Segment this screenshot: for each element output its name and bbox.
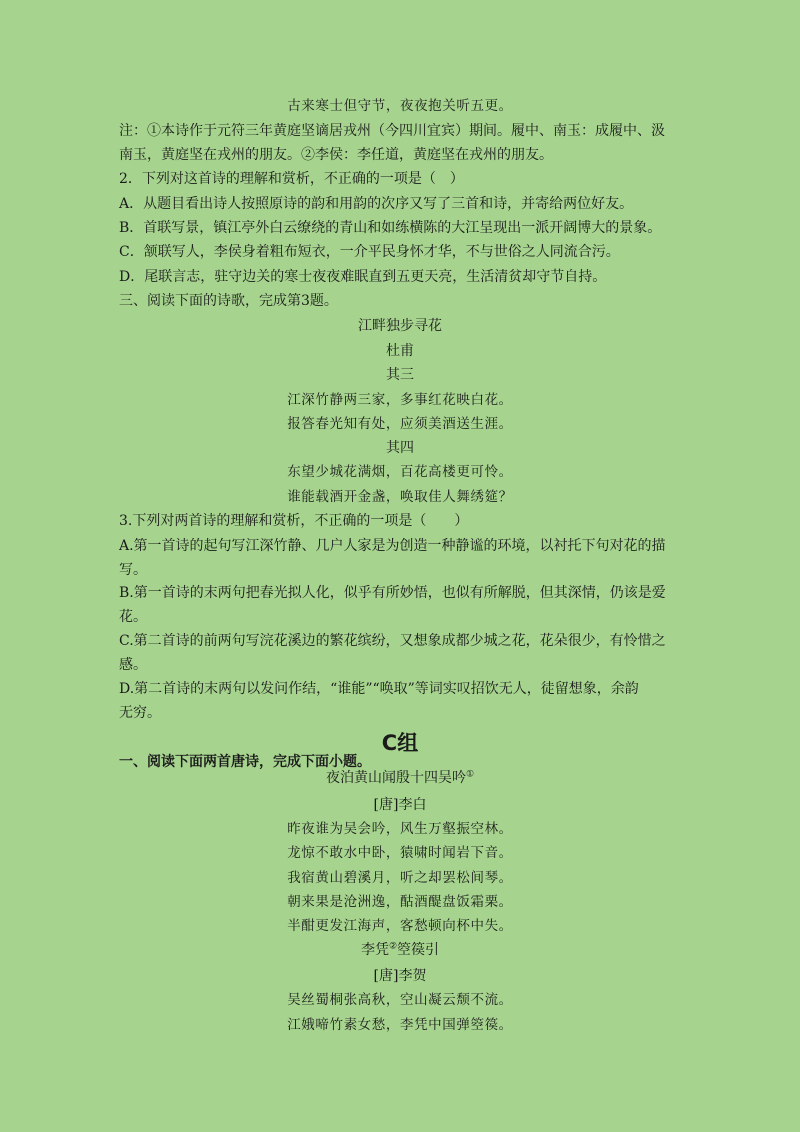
question-3-stem: 3.下列对两首诗的理解和赏析，不正确的一项是（ ） bbox=[119, 513, 469, 529]
question-3-option-a-line-1: A.第一首诗的起句写江深竹静、几户人家是为创造一种静谧的环境，以衬托下句对花的描 bbox=[119, 538, 666, 554]
question-2-option-d: D．尾联言志，驻守边关的寒士夜夜难眠直到五更天亮，生活清贫却守节自持。 bbox=[119, 269, 607, 285]
question-3-option-d-line-2: 无穷。 bbox=[119, 705, 161, 721]
question-2-stem: 2．下列对这首诗的理解和赏析，不正确的一项是（ ） bbox=[119, 171, 464, 187]
group-c-poem-1-line: 半酣更发江海声，客愁顿向杯中失。 bbox=[287, 918, 513, 934]
poem-author: 杜甫 bbox=[386, 343, 414, 359]
group-c-poem-2-author: [唐]李贺 bbox=[373, 968, 427, 984]
poem-subtitle-2: 其四 bbox=[386, 440, 414, 456]
group-c-poem-1-author: [唐]李白 bbox=[373, 797, 427, 813]
note-line-1: 注：①本诗作于元符三年黄庭坚谪居戎州（今四川宜宾）期间。履中、南玉：成履中、汲 bbox=[119, 123, 665, 139]
question-2-option-a: A．从题目看出诗人按照原诗的韵和用韵的次序又写了三首和诗，并寄给两位好友。 bbox=[119, 196, 634, 212]
group-c-poem-1-line: 龙惊不敢水中卧，猿啸时闻岩下音。 bbox=[287, 845, 513, 861]
section-3-instruction: 三、阅读下面的诗歌，完成第3题。 bbox=[119, 293, 338, 309]
question-3-option-d-line-1: D.第二首诗的末两句以发问作结，“谁能”“唤取”等词实叹招饮无人，徒留想象，余韵 bbox=[119, 681, 639, 697]
group-c-poem-2-line: 吴丝蜀桐张高秋，空山凝云颓不流。 bbox=[287, 992, 513, 1008]
group-c-poem-1-line: 朝来果是沧洲逸，酤酒醍盘饭霜栗。 bbox=[287, 894, 513, 910]
group-c-poem-1-line: 我宿黄山碧溪月，听之却罢松间琴。 bbox=[287, 870, 513, 886]
poem-2-title-b: 箜篌引 bbox=[397, 942, 440, 958]
question-3-option-b-line-1: B.第一首诗的末两句把春光拟人化，似乎有所妙悟，也似有所解脱，但其深情，仍该是爱 bbox=[119, 585, 666, 601]
question-2-option-b: B．首联写景，镇江亭外白云缭绕的青山和如练横陈的大江呈现出一派开阔博大的景象。 bbox=[119, 220, 662, 236]
note-line-2: 南玉，黄庭坚在戎州的朋友。②李侯：李任道，黄庭坚在戎州的朋友。 bbox=[119, 147, 553, 163]
footnote-mark-1: ① bbox=[465, 769, 475, 780]
group-c-instruction: 一、阅读下面两首唐诗，完成下面小题。 bbox=[119, 754, 371, 770]
group-c-poem-1-title bbox=[0, 768, 800, 788]
poem-2-line-2: 谁能载酒开金盏，唤取佳人舞绣筵？ bbox=[287, 489, 513, 505]
group-c-poem-2-line: 江娥啼竹素女愁，李凭中国弹箜篌。 bbox=[287, 1017, 513, 1033]
poem-title: 江畔独步寻花 bbox=[358, 318, 442, 334]
poem-2-line-1: 东望少城花满烟，百花高楼更可怜。 bbox=[287, 464, 513, 480]
footnote-mark-2: ② bbox=[388, 941, 398, 952]
question-3-option-a-line-2: 写。 bbox=[119, 562, 147, 578]
poem-1-line-2: 报答春光知有处，应须美酒送生涯。 bbox=[287, 416, 513, 432]
question-3-option-c-line-1: C.第二首诗的前两句写浣花溪边的繁花缤纷，又想象成都少城之花，花朵很少，有怜惜之 bbox=[119, 633, 666, 649]
question-3-option-b-line-2: 花。 bbox=[119, 609, 147, 625]
question-2-option-c: C．颔联写人，李侯身着粗布短衣，一介平民身怀才华，不与世俗之人同流合污。 bbox=[119, 244, 620, 260]
group-c-poem-2-title bbox=[0, 940, 800, 960]
poem-line: 古来寒士但守节，夜夜抱关听五更。 bbox=[287, 98, 513, 114]
poem-1-title-text: 夜泊黄山闻殷十四吴吟 bbox=[325, 770, 466, 786]
poem-2-title-a: 李凭 bbox=[360, 942, 389, 958]
poem-1-line-1: 江深竹静两三家，多事红花映白花。 bbox=[287, 392, 513, 408]
poem-subtitle-1: 其三 bbox=[386, 367, 414, 383]
question-3-option-c-line-2: 感。 bbox=[119, 657, 147, 673]
group-c-poem-1-line: 昨夜谁为吴会吟，风生万壑振空林。 bbox=[287, 821, 513, 837]
group-c-heading: C组 bbox=[381, 731, 419, 755]
